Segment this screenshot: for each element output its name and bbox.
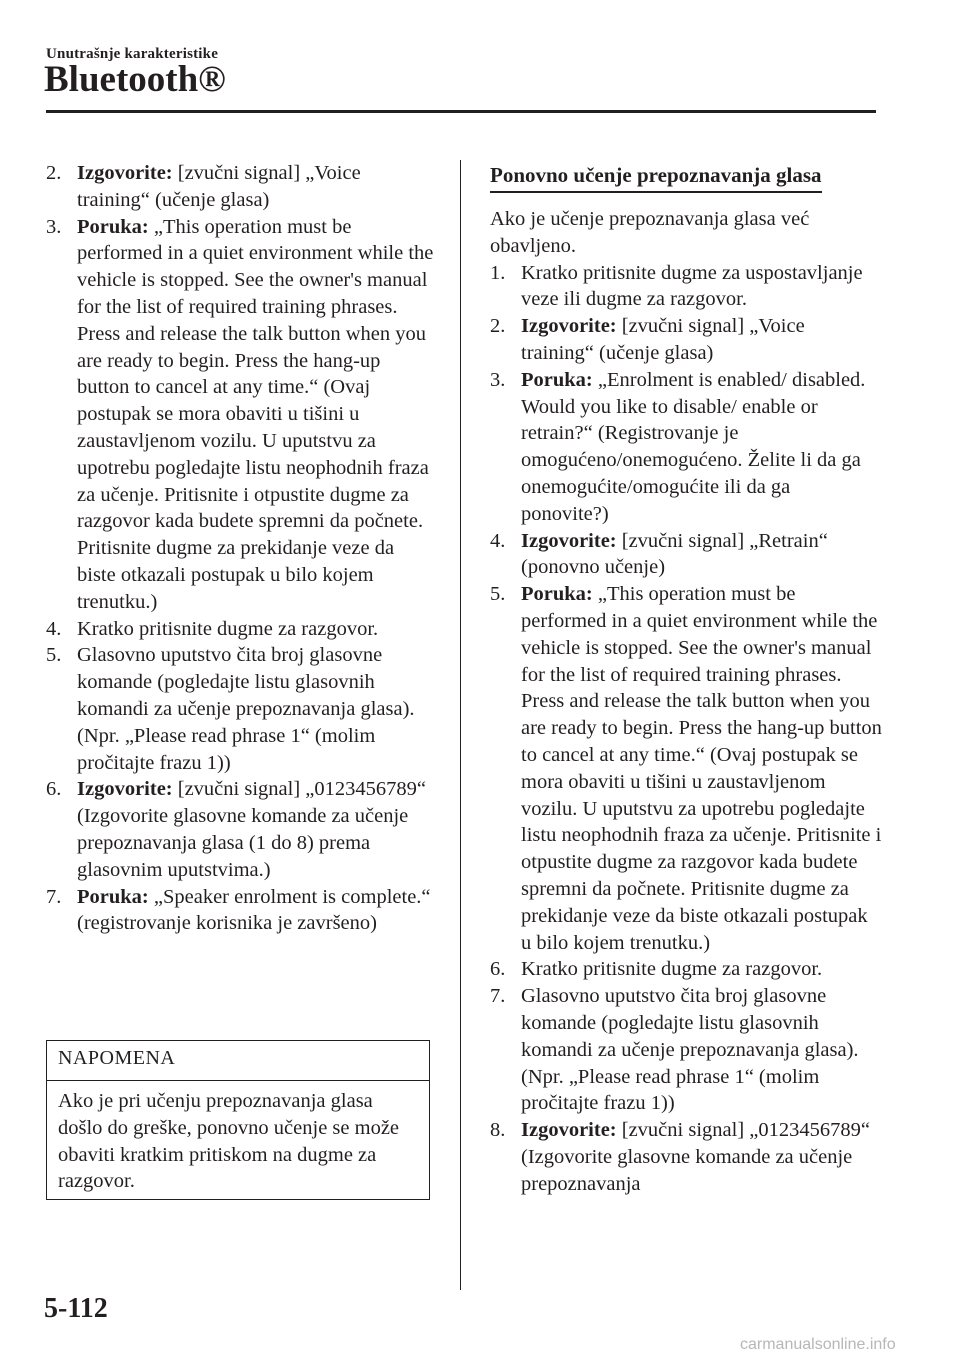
step-text: Kratko pritisnite dugme za razgovor. bbox=[521, 958, 823, 981]
step-item bbox=[490, 983, 882, 1117]
step-item bbox=[46, 884, 436, 938]
step-item bbox=[490, 956, 882, 983]
column-divider bbox=[460, 160, 461, 1290]
step-label: Izgovorite: bbox=[521, 315, 617, 338]
section-heading: Ponovno učenje prepoznavanja glasa bbox=[490, 162, 822, 193]
step-number: 1. bbox=[490, 261, 506, 284]
step-item bbox=[490, 581, 882, 956]
step-number: 6. bbox=[46, 778, 62, 801]
step-number: 2. bbox=[46, 162, 62, 184]
section-intro: Ako je učenje prepoznavanja glasa već obavljeno. bbox=[490, 208, 810, 257]
note-box bbox=[46, 1040, 430, 1200]
step-number: 7. bbox=[46, 885, 62, 908]
step-number: 4. bbox=[46, 617, 62, 640]
page-title: Bluetooth® bbox=[44, 59, 226, 100]
step-number: 3. bbox=[46, 215, 62, 238]
step-text: „This operation must be performed in a quiet environment while the vehicle is stopped. See the owner's manual for the list of required training phrases. Press and release the talk button when you are ready to begin. Press the hang-up button to cancel at any time.“ (Ovaj postupak se mora obaviti u tišini u zaustavljenom vozilu. U uputstvu za upotrebu pogledajte listu neophodnih fraza za učenje. Pritisnite i otpustite dugme za razgovor kada budete spremni da počnete. Pritisnite dugme za prekidanje veze da biste otkazali postupak u bilo kojem trenutku.) bbox=[521, 583, 882, 954]
note-heading: NAPOMENA bbox=[47, 1041, 429, 1081]
step-label: Izgovorite: bbox=[77, 778, 173, 801]
step-text: [zvučni signal] „0123456789“ (Izgovorite glasovne komande za učenje prepoznavanja glasa (1 do 8) prema glasovnim uputstvima.) bbox=[77, 778, 426, 881]
step-item bbox=[490, 260, 882, 314]
step-text: Glasovno uputstvo čita broj glasovne komande (pogledajte listu glasovnih komandi za učenje prepoznavanja glasa). (Npr. „Please read phrase 1“ (molim pročitajte frazu 1)) bbox=[521, 985, 859, 1115]
left-step-list bbox=[46, 160, 436, 937]
step-number: 6. bbox=[490, 958, 506, 981]
step-text: Kratko pritisnite dugme za razgovor. bbox=[77, 617, 379, 640]
step-item bbox=[490, 1117, 882, 1197]
step-item bbox=[46, 214, 436, 616]
step-number: 5. bbox=[46, 644, 62, 667]
step-item bbox=[490, 367, 882, 528]
step-number: 7. bbox=[490, 985, 506, 1008]
step-number: 4. bbox=[490, 529, 506, 552]
step-label: Poruka: bbox=[77, 885, 149, 908]
step-text: [zvučni signal] „Retrain“ (ponovno učenje) bbox=[521, 529, 828, 579]
step-text: Kratko pritisnite dugme za uspostavljanje veze ili dugme za razgovor. bbox=[521, 261, 863, 311]
left-column bbox=[46, 160, 436, 937]
step-label: Izgovorite: bbox=[521, 529, 617, 552]
step-item bbox=[46, 776, 436, 883]
step-text: [zvučni signal] „Voice training“ (učenje glasa) bbox=[521, 315, 805, 364]
page-number: 5-112 bbox=[44, 1293, 108, 1324]
step-label: Poruka: bbox=[521, 368, 593, 391]
step-text: „Enrolment is enabled/ disabled. Would you like to disable/ enable or retrain?“ (Registrovanje je omogućeno/onemogućeno. Želite li da ga onemogućite/omogućite ili da ga ponovite?) bbox=[521, 368, 866, 525]
step-label: Poruka: bbox=[521, 583, 593, 606]
step-label: Izgovorite: bbox=[521, 1119, 617, 1142]
step-item bbox=[490, 528, 882, 582]
right-column bbox=[490, 162, 882, 1197]
step-number: 8. bbox=[490, 1119, 506, 1142]
step-item bbox=[46, 616, 436, 643]
step-item bbox=[46, 160, 436, 214]
title-rule bbox=[46, 110, 876, 113]
step-text: [zvučni signal] „Voice training“ (učenje glasa) bbox=[77, 162, 361, 211]
step-item bbox=[46, 642, 436, 776]
step-text: [zvučni signal] „0123456789“ (Izgovorite glasovne komande za učenje prepoznavanja bbox=[521, 1119, 870, 1195]
step-number: 2. bbox=[490, 315, 506, 338]
step-label: Izgovorite: bbox=[77, 162, 173, 184]
step-number: 5. bbox=[490, 583, 506, 606]
step-number: 3. bbox=[490, 368, 506, 391]
right-step-list bbox=[490, 260, 882, 1198]
step-text: „This operation must be performed in a quiet environment while the vehicle is stopped. See the owner's manual for the list of required training phrases. Press and release the talk button when you are ready to begin. Press the hang-up button to cancel at any time.“ (Ovaj postupak se mora obaviti u tišini u zaustavljenom vozilu. U uputstvu za upotrebu pogledajte listu neophodnih fraza za učenje. Pritisnite i otpustite dugme za razgovor kada budete spremni da počnete. Pritisnite dugme za prekidanje veze da biste otkazali postupak u bilo kojem trenutku.) bbox=[77, 215, 434, 613]
section-label: Unutrašnje karakteristike bbox=[46, 46, 219, 62]
step-label: Poruka: bbox=[77, 215, 149, 238]
step-text: Glasovno uputstvo čita broj glasovne komande (pogledajte listu glasovnih komandi za učenje prepoznavanja glasa). (Npr. „Please read phrase 1“ (molim pročitajte frazu 1)) bbox=[77, 644, 415, 774]
step-text: „Speaker enrolment is complete.“ (registrovanje korisnika je završeno) bbox=[77, 885, 431, 935]
note-body: Ako je pri učenju prepoznavanja glasa došlo do greške, ponovno učenje se može obaviti kratkim pritiskom na dugme za razgovor. bbox=[58, 1090, 400, 1193]
step-item bbox=[490, 313, 882, 367]
watermark: carmanualsonline.info bbox=[740, 1336, 896, 1353]
